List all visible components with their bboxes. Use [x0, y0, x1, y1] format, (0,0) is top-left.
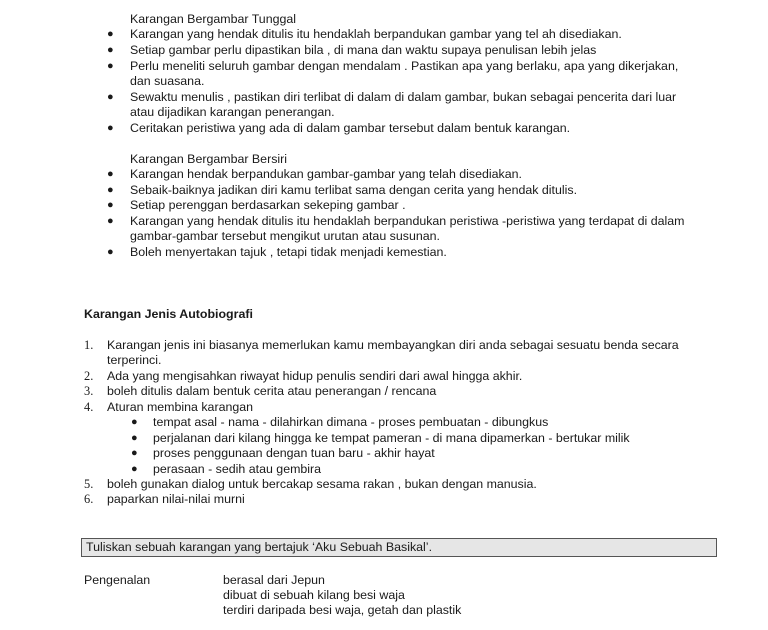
section1-item-3-cont: dan suasana. [130, 74, 205, 88]
autobiografi-item-1-cont: terperinci. [107, 353, 162, 367]
list-number: 1. [84, 338, 94, 352]
pengenalan-line-2: dibuat di sebuah kilang besi waja [223, 588, 405, 602]
autobiografi-item-4: Aturan membina karangan [107, 400, 254, 414]
section2-item-2: Sebaik-baiknya jadikan diri kamu terlibat sama dengan cerita yang hendak ditulis. [130, 183, 578, 197]
bullet-icon: ● [107, 215, 114, 227]
bullet-icon: ● [107, 168, 114, 180]
autobiografi-item-6: paparkan nilai-nilai murni [107, 492, 245, 506]
bullet-icon: ● [107, 199, 114, 211]
bullet-icon: ● [107, 122, 114, 134]
section1-item-1: Karangan yang hendak ditulis itu hendaklah berpandukan gambar yang tel ah disediakan. [130, 27, 622, 41]
section2-item-1: Karangan hendak berpandukan gambar-gambar yang telah disediakan. [130, 167, 522, 181]
subitem-3: proses penggunaan dengan tuan baru - akhir hayat [153, 446, 435, 460]
task-text: Tuliskan sebuah karangan yang bertajuk ‘Aku Sebuah Basikal’. [86, 540, 433, 554]
autobiografi-item-1: Karangan jenis ini biasanya memerlukan kamu membayangkan diri anda sebagai sesuatu benda secara [107, 338, 679, 352]
bullet-icon: ● [107, 44, 114, 56]
section2-item-4-cont: gambar-gambar tersebut mengikut urutan atau susunan. [130, 229, 440, 243]
task-box [81, 538, 717, 557]
section1-item-2: Setiap gambar perlu dipastikan bila , di mana dan waktu supaya penulisan lebih jelas [130, 43, 597, 57]
subitem-4: perasaan - sedih atau gembira [153, 462, 322, 476]
subitem-1: tempat asal - nama - dilahirkan dimana - proses pembuatan - dibungkus [153, 415, 549, 429]
autobiografi-heading: Karangan Jenis Autobiografi [84, 307, 253, 321]
section1-item-4-cont: atau dijadikan karangan penerangan. [130, 105, 335, 119]
section2-title: Karangan Bergambar Bersiri [130, 152, 288, 166]
list-number: 3. [84, 384, 94, 398]
bullet-icon: ● [131, 416, 138, 428]
bullet-icon: ● [131, 447, 138, 459]
list-number: 2. [84, 369, 94, 383]
section1-item-5: Ceritakan peristiwa yang ada di dalam gambar tersebut dalam bentuk karangan. [130, 121, 571, 135]
section1-title: Karangan Bergambar Tunggal [130, 12, 297, 26]
section2-item-4: Karangan yang hendak ditulis itu hendaklah berpandukan peristiwa -peristiwa yang terdapat di dalam [130, 214, 685, 228]
autobiografi-item-5: boleh gunakan dialog untuk bercakap sesama rakan , bukan dengan manusia. [107, 477, 537, 491]
list-number: 5. [84, 477, 94, 491]
section1-item-3: Perlu meneliti seluruh gambar dengan mendalam . Pastikan apa yang berlaku, apa yang dikerjakan, [130, 59, 679, 73]
bullet-icon: ● [131, 463, 138, 475]
list-number: 6. [84, 492, 94, 506]
bullet-icon: ● [131, 432, 138, 444]
section2-item-3: Setiap perenggan berdasarkan sekeping gambar . [130, 198, 406, 212]
pengenalan-line-1: berasal dari Jepun [223, 573, 325, 587]
bullet-icon: ● [107, 91, 114, 103]
autobiografi-item-2: Ada yang mengisahkan riwayat hidup penulis sendiri dari awal hingga akhir. [107, 369, 523, 383]
bullet-icon: ● [107, 28, 114, 40]
autobiografi-item-3: boleh ditulis dalam bentuk cerita atau penerangan / rencana [107, 384, 437, 398]
section1-item-4: Sewaktu menulis , pastikan diri terlibat di dalam di dalam gambar, bukan sebagai pencerita dari luar [130, 90, 677, 104]
pengenalan-line-3: terdiri daripada besi waja, getah dan plastik [223, 603, 462, 617]
pengenalan-label: Pengenalan [84, 573, 151, 587]
bullet-icon: ● [107, 184, 114, 196]
bullet-icon: ● [107, 60, 114, 72]
section2-item-5: Boleh menyertakan tajuk , tetapi tidak menjadi kemestian. [130, 245, 447, 259]
bullet-icon: ● [107, 246, 114, 258]
subitem-2: perjalanan dari kilang hingga ke tempat pameran - di mana dipamerkan - bertukar milik [153, 431, 630, 445]
list-number: 4. [84, 400, 94, 414]
